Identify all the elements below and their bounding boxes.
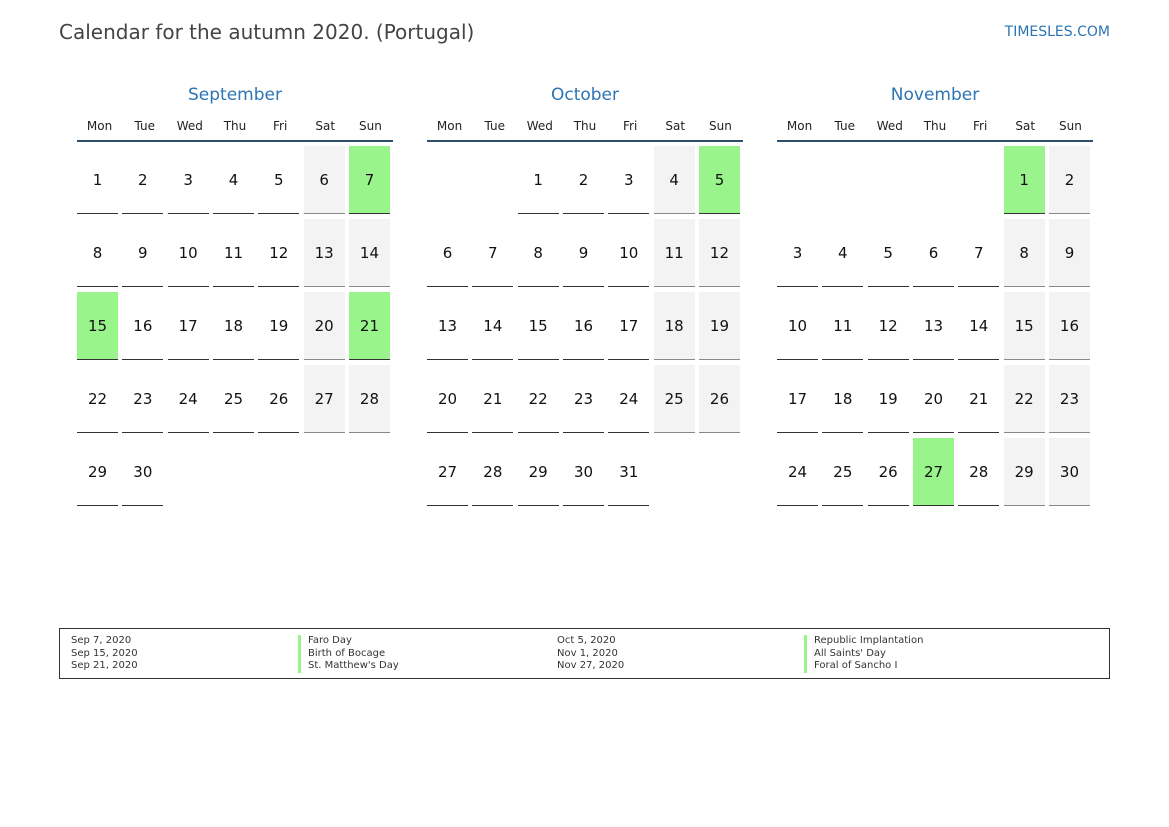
day-cell[interactable]: 6 <box>304 146 345 214</box>
weekday-label: Tue <box>484 119 505 133</box>
day-cell[interactable]: 3 <box>168 146 209 214</box>
month-september <box>77 82 393 481</box>
day-cell[interactable]: 16 <box>1049 292 1090 360</box>
day-cell[interactable]: 2 <box>563 146 604 214</box>
day-cell[interactable]: 26 <box>868 438 909 506</box>
day-cell[interactable]: 2 <box>122 146 163 214</box>
day-cell[interactable]: 29 <box>77 438 118 506</box>
day-cell[interactable]: 23 <box>563 365 604 433</box>
holiday-day-cell[interactable]: 1 <box>1004 146 1045 214</box>
day-cell[interactable]: 29 <box>1004 438 1045 506</box>
day-cell[interactable]: 22 <box>1004 365 1045 433</box>
holiday-day-cell[interactable]: 7 <box>349 146 390 214</box>
day-cell[interactable]: 16 <box>122 292 163 360</box>
day-cell[interactable]: 18 <box>654 292 695 360</box>
legend-name: Republic Implantation <box>804 635 923 648</box>
weekday-label: Tue <box>834 119 855 133</box>
page-title: Calendar for the autumn 2020. (Portugal) <box>59 20 475 44</box>
day-cell[interactable]: 16 <box>563 292 604 360</box>
weekday-label: Fri <box>272 119 288 133</box>
day-cell[interactable]: 19 <box>868 365 909 433</box>
day-cell[interactable]: 17 <box>608 292 649 360</box>
day-cell[interactable]: 5 <box>258 146 299 214</box>
holiday-day-cell[interactable]: 27 <box>913 438 954 506</box>
day-cell[interactable]: 28 <box>472 438 513 506</box>
legend-name: Foral of Sancho I <box>804 660 923 673</box>
day-cell[interactable]: 12 <box>868 292 909 360</box>
month-october <box>427 82 743 481</box>
day-cell[interactable]: 20 <box>304 292 345 360</box>
day-cell[interactable]: 12 <box>699 219 740 287</box>
weekday-label: Sat <box>315 119 336 133</box>
day-cell[interactable]: 10 <box>608 219 649 287</box>
weekday-label: Mon <box>786 119 813 133</box>
day-cell[interactable]: 1 <box>518 146 559 214</box>
day-cell[interactable]: 20 <box>913 365 954 433</box>
day-cell[interactable]: 11 <box>654 219 695 287</box>
day-cell[interactable]: 24 <box>608 365 649 433</box>
legend-name: Faro Day <box>298 635 399 648</box>
legend-dates-col-2 <box>557 635 624 673</box>
day-cell[interactable]: 22 <box>77 365 118 433</box>
day-cell[interactable]: 12 <box>258 219 299 287</box>
weekday-label: Fri <box>622 119 638 133</box>
day-cell[interactable]: 1 <box>77 146 118 214</box>
day-cell[interactable]: 8 <box>77 219 118 287</box>
weekday-label: Thu <box>573 119 597 133</box>
holiday-legend <box>59 628 1110 679</box>
day-cell[interactable]: 21 <box>472 365 513 433</box>
legend-name: All Saints' Day <box>804 648 923 661</box>
day-cell[interactable]: 2 <box>1049 146 1090 214</box>
site-link[interactable]: TIMESLES.COM <box>1004 24 1110 40</box>
day-cell[interactable]: 20 <box>427 365 468 433</box>
day-cell[interactable]: 3 <box>777 219 818 287</box>
day-cell[interactable]: 25 <box>654 365 695 433</box>
legend-dates-col-1 <box>71 635 138 673</box>
holiday-day-cell[interactable]: 21 <box>349 292 390 360</box>
day-cell[interactable]: 14 <box>472 292 513 360</box>
legend-date: Sep 15, 2020 <box>71 647 138 659</box>
day-cell[interactable]: 25 <box>213 365 254 433</box>
month-name: November <box>890 85 980 105</box>
day-cell[interactable]: 5 <box>868 219 909 287</box>
day-cell[interactable]: 11 <box>822 292 863 360</box>
weekday-header <box>777 108 1093 142</box>
legend-name: St. Matthew's Day <box>298 660 399 673</box>
day-cell[interactable]: 22 <box>518 365 559 433</box>
day-cell[interactable]: 3 <box>608 146 649 214</box>
weekday-label: Sat <box>665 119 686 133</box>
day-cell[interactable]: 13 <box>427 292 468 360</box>
legend-names-col-2 <box>804 635 923 673</box>
day-cell[interactable]: 6 <box>427 219 468 287</box>
day-cell[interactable]: 8 <box>1004 219 1045 287</box>
day-cell[interactable]: 13 <box>304 219 345 287</box>
day-cell[interactable]: 31 <box>608 438 649 506</box>
day-cell[interactable]: 9 <box>122 219 163 287</box>
day-cell[interactable]: 30 <box>563 438 604 506</box>
legend-date: Nov 27, 2020 <box>557 660 625 671</box>
day-cell[interactable]: 13 <box>913 292 954 360</box>
day-cell[interactable]: 6 <box>913 219 954 287</box>
day-cell[interactable]: 4 <box>654 146 695 214</box>
day-cell[interactable]: 11 <box>213 219 254 287</box>
day-cell[interactable]: 27 <box>427 438 468 506</box>
weekday-label: Mon <box>436 119 463 133</box>
month-name: September <box>188 85 282 105</box>
weekday-label: Sun <box>709 119 732 133</box>
weekday-label: Wed <box>876 119 903 133</box>
day-cell[interactable]: 24 <box>777 438 818 506</box>
day-cell[interactable]: 15 <box>1004 292 1045 360</box>
day-cell[interactable]: 25 <box>822 438 863 506</box>
weekday-label: Tue <box>134 119 155 133</box>
month-november <box>777 82 1093 481</box>
day-cell[interactable]: 8 <box>518 219 559 287</box>
legend-date: Sep 7, 2020 <box>71 635 132 646</box>
weekday-label: Wed <box>526 119 553 133</box>
legend-date: Sep 21, 2020 <box>71 660 138 671</box>
weekday-label: Fri <box>972 119 988 133</box>
weekday-label: Wed <box>176 119 203 133</box>
weekday-label: Sun <box>359 119 382 133</box>
day-cell[interactable]: 9 <box>1049 219 1090 287</box>
day-cell[interactable]: 10 <box>168 219 209 287</box>
day-cell[interactable]: 29 <box>518 438 559 506</box>
legend-names-col-1 <box>298 635 399 673</box>
day-cell[interactable]: 17 <box>168 292 209 360</box>
day-cell[interactable]: 30 <box>1049 438 1090 506</box>
day-cell[interactable]: 7 <box>472 219 513 287</box>
day-cell[interactable]: 19 <box>699 292 740 360</box>
day-cell[interactable]: 21 <box>958 365 999 433</box>
day-cell[interactable]: 26 <box>699 365 740 433</box>
day-cell[interactable]: 26 <box>258 365 299 433</box>
legend-date: Oct 5, 2020 <box>557 635 616 646</box>
day-cell[interactable]: 14 <box>349 219 390 287</box>
weekday-label: Thu <box>223 119 247 133</box>
holiday-day-cell[interactable]: 15 <box>77 292 118 360</box>
holiday-day-cell[interactable]: 5 <box>699 146 740 214</box>
day-cell[interactable]: 30 <box>122 438 163 506</box>
weekday-label: Sun <box>1059 119 1082 133</box>
day-cell[interactable]: 4 <box>213 146 254 214</box>
weekday-label: Mon <box>86 119 113 133</box>
day-cell[interactable]: 28 <box>958 438 999 506</box>
legend-date: Nov 1, 2020 <box>557 647 618 659</box>
month-name: October <box>550 85 620 105</box>
weekday-header <box>77 108 393 142</box>
day-cell[interactable]: 23 <box>1049 365 1090 433</box>
day-cell[interactable]: 19 <box>258 292 299 360</box>
day-cell[interactable]: 10 <box>777 292 818 360</box>
day-cell[interactable]: 28 <box>349 365 390 433</box>
day-cell[interactable]: 27 <box>304 365 345 433</box>
day-cell[interactable]: 9 <box>563 219 604 287</box>
day-cell[interactable]: 14 <box>958 292 999 360</box>
day-cell[interactable]: 18 <box>213 292 254 360</box>
day-cell[interactable]: 17 <box>777 365 818 433</box>
day-cell[interactable]: 15 <box>518 292 559 360</box>
weekday-label: Sat <box>1015 119 1036 133</box>
day-cell[interactable]: 23 <box>122 365 163 433</box>
weekday-label: Thu <box>923 119 947 133</box>
weekday-header <box>427 108 743 142</box>
day-cell[interactable]: 4 <box>822 219 863 287</box>
day-cell[interactable]: 7 <box>958 219 999 287</box>
day-cell[interactable]: 24 <box>168 365 209 433</box>
legend-name: Birth of Bocage <box>298 648 399 661</box>
day-cell[interactable]: 18 <box>822 365 863 433</box>
